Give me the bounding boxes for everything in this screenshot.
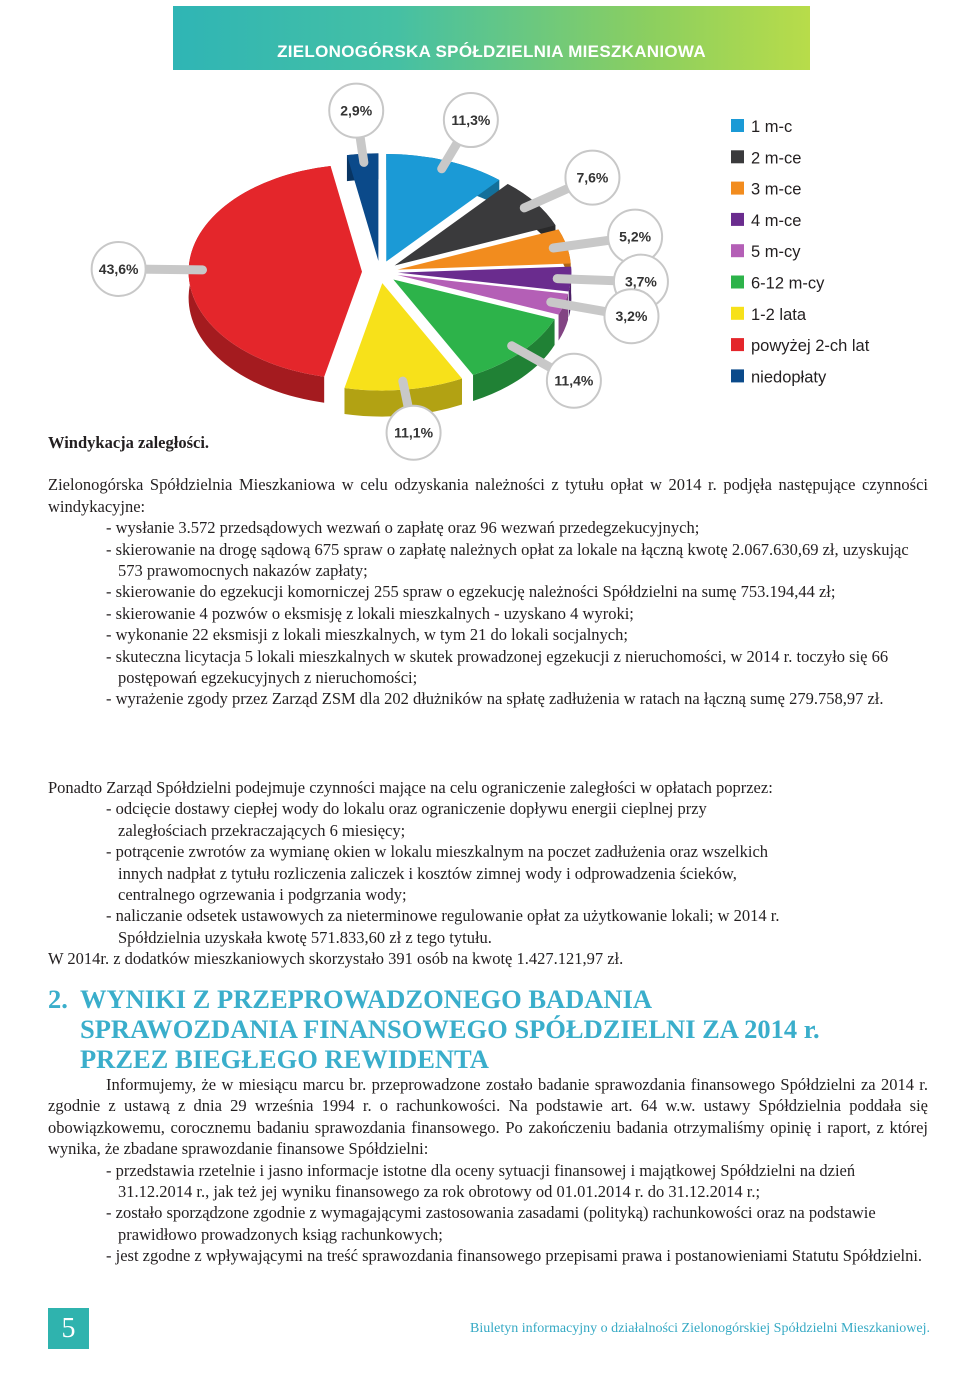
data-label: 11,3% [451, 112, 491, 129]
legend-swatch [731, 150, 744, 163]
bullet-item: - skierowanie na drogę sądową 675 spraw o zapłatę należnych opłat za lokale na łączną kwotę 2.067.630,69 zł, uzyskując 573 prawomocnych nakazów zapłaty; [106, 539, 909, 581]
section-number: 2. [48, 984, 68, 1014]
section-closing: W 2014r. z dodatków mieszkaniowych skorzystało 391 osób na kwotę 1.427.121,97 zł. [48, 949, 624, 969]
bullet-item: - skuteczna licytacja 5 lokali mieszkalnych w skutek prowadzonej egzekucji z nieruchomości, w 2014 r. toczyło się 66 postępowań egzekucyjnych z nieruchomości; [106, 646, 889, 688]
legend-swatch [731, 119, 744, 132]
data-label: 2,9% [340, 102, 373, 119]
section-title-line: WYNIKI Z PRZEPROWADZONEGO BADANIA [80, 984, 653, 1014]
data-label: 43,6% [98, 260, 139, 277]
bullet-item: - skierowanie 4 pozwów o eksmisję z lokali mieszkalnych - uzyskano 4 wyroki; [106, 603, 634, 623]
section-intro: Ponadto Zarząd Spółdzielni podejmuje czynności mające na celu ograniczenie zaległości w opłatach poprzez: [48, 778, 773, 797]
bullet-item: - wykonanie 22 eksmisji z lokali mieszkalnych, w tym 21 do lokali socjalnych; [106, 625, 628, 645]
legend-swatch [731, 338, 744, 351]
section-intro: Zielonogórska Spółdzielnia Mieszkaniowa w celu odzyskania należności z tytułu opłat w 2014 r. podjęła następujące czynności windykacyjne: [48, 475, 928, 516]
section-debt-collection [48, 432, 928, 710]
legend-label: 1 m-c [751, 118, 793, 136]
legend-swatch [731, 182, 744, 195]
legend-label: 6-12 m-cy [751, 274, 825, 293]
pie-chart [0, 72, 960, 441]
section-title-line: SPRAWOZDANIA FINANSOWEGO SPÓŁDZIELNI ZA 2014 r. [80, 1014, 820, 1044]
legend-label: 3 m-ce [751, 180, 802, 199]
legend-swatch [731, 213, 744, 226]
bullet-list [48, 1160, 928, 1267]
data-label: 11,4% [554, 372, 594, 389]
bullet-item: - zostało sporządzone zgodnie z wymagającymi zastosowania zasadami (polityką) rachunkowości oraz na podstawie prawidłowo prowadzonych ksiąg rachunkowych; [106, 1203, 876, 1244]
bullet-list [48, 798, 928, 948]
legend-swatch [731, 244, 744, 257]
legend-label: 5 m-cy [751, 243, 801, 262]
legend-label: powyżej 2-ch lat [751, 337, 870, 356]
footer-text: Biuletyn informacyjny o działalności Zielonogórskiej Spółdzielni Mieszkaniowej. [470, 1321, 930, 1336]
section-audit [48, 1074, 928, 1267]
section-title-line: PRZEZ BIEGŁEGO REWIDENTA [80, 1044, 489, 1074]
legend-label: 1-2 lata [751, 305, 807, 324]
data-label: 3,2% [615, 308, 648, 325]
bullet-item: - potrącenie zwrotów za wymianę okien w lokalu mieszkalnym na poczet zadłużenia oraz wszelkich innych nadpłat z tytułu rozliczenia zaliczek i kosztów zimnej wody i odprowadzenia ścieków, centralnego ogrzewania i podgrzania wody; [106, 842, 769, 905]
legend-swatch [731, 307, 744, 320]
section-heading: Windykacja zaległości. [48, 433, 210, 452]
legend-label: 2 m-ce [751, 149, 802, 168]
bullet-item: - przedstawia rzetelnie i jasno informacje istotne dla oceny sytuacji finansowej i majątkowej Spółdzielni na dzień 31.12.2014 r., jak też jej wyniku finansowego za rok obrotowy od 01.01.2014 r. do 31.12.2014 r.; [106, 1160, 856, 1202]
section-measures [48, 777, 928, 970]
legend-swatch [731, 369, 744, 382]
legend-label: niedopłaty [751, 368, 827, 387]
data-label: 7,6% [576, 169, 609, 186]
bullet-item: - naliczanie odsetek ustawowych za nieterminowe regulowanie opłat za użytkowanie lokali; w 2014 r. Spółdzielnia uzyskała kwotę 571.833,60 zł z tego tytułu. [106, 906, 780, 947]
bullet-list [48, 517, 928, 710]
bullet-item: - jest zgodne z wpływającymi na treść sprawozdania finansowego przepisami prawa i postanowieniami Statutu Spółdzielni. [106, 1246, 923, 1266]
legend-swatch [731, 276, 744, 289]
section-intro: Informujemy, że w miesiącu marcu br. przeprowadzone zostało badanie sprawozdania finansowego Spółdzielni za 2014 r. zgodnie z ustawą z dnia 29 września 1994 r. o rachunkowości. Na podstawie art. 64 w.w. ustawy Spółdzielnia poddała się obowiązkowemu, corocznemu badaniu sprawozdania finansowego. Po zakończeniu badania otrzymaliśmy opinię i raport, z której wynika, że zbadane sprawozdanie finansowe Spółdzielni: [48, 1075, 928, 1159]
page-number: 5 [48, 1308, 89, 1349]
data-label: 5,2% [619, 228, 652, 245]
legend-label: 4 m-ce [751, 211, 802, 230]
bullet-item: - skierowanie do egzekucji komorniczej 255 spraw o egzekucję należności Spółdzielni na sumę 753.194,44 zł; [106, 582, 836, 602]
bullet-item: - wyrażenie zgody przez Zarząd ZSM dla 202 dłużników na spłatę zadłużenia w ratach na łączną sumę 279.758,97 zł. [106, 689, 884, 709]
bullet-item: - wysłanie 3.572 przedsądowych wezwań o zapłatę oraz 96 wezwań przedegzekucyjnych; [106, 518, 700, 538]
header-title: ZIELONOGÓRSKA SPÓŁDZIELNIA MIESZKANIOWA [277, 42, 706, 61]
bullet-item: - odcięcie dostawy ciepłej wody do lokalu oraz ograniczenie dopływu energii cieplnej przy zaległościach przekraczających 6 miesięcy; [106, 799, 707, 840]
header-banner [173, 6, 810, 70]
data-label: 11,1% [394, 424, 434, 441]
data-label: 3,7% [624, 273, 657, 290]
section-title [48, 984, 820, 1074]
